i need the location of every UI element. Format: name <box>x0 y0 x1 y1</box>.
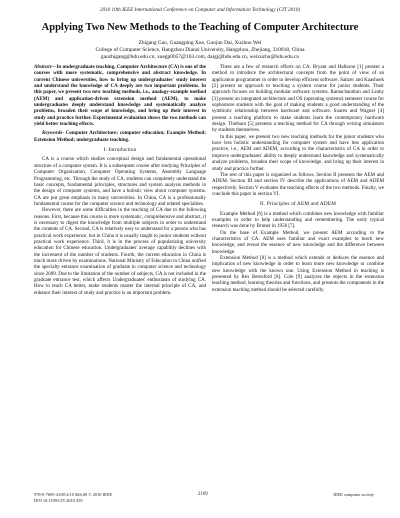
abstract-label: Abstract <box>34 64 52 70</box>
ieee-logo-text: IEEE computer society <box>333 492 374 497</box>
paper-title: Applying Two New Methods to the Teaching of Computer Architecture <box>41 22 359 33</box>
author-names: Zhigang Gao, Guangping Xue, Guojun Dai, Xuzhou Wei <box>138 40 262 46</box>
abstract-text: —In undergraduate teaching, Computer Architecture (CA) is one of the courses with more systematic, comprehensive and abstract knowledge. In current Chinese universities, how to bring up undergraduates' study interest and understand the knowledge of CA deeply are two important problems. In this paper, we present two new teaching methods, i.e., analogy-example method (AEM) and application-driven extension method (AEM), to make undergraduates deeply understand knowledge and systematically analyze problems, broaden their scope of knowledge, and bring up their interest in study and practice further. Experimental evaluation shows the two methods can yield better teaching effects. <box>34 64 206 128</box>
author-emails: gaozhigang@hdu.edu.cn, xuegp0057@163.com, daigj@hdu.edu.cn, weixuzhu@hdu.edu.cn <box>100 54 300 60</box>
intro-paragraph-3: There are a few of research efforts on CA. Bryant and Hallaron [1] present a method to introduce the architectural concepts from the point of view of an application programmer in order to develop efficient software. Saltzer and Kaashoek [2] present an approach to teaching a system course for junior students. Their approach focuses on building modular software systems. Ramachandran and Leahy [3] present an integrated architecture and OS (operating systems) semester course for sophomore students with the goal of making students a good understanding of the symbiotic relationship between hardware and software. Soares and Wagner [4] present a teaching platform to make students learn the contemporary hardware design. Thiebaut [5] presents a teaching method for CA through writing simulators by students themselves. <box>212 64 384 134</box>
keywords-label: Keywords- <box>42 130 64 137</box>
intro-paragraph-1: CA is a course which studies conceptual design and fundamental operational structure of a computer system. It is a subsequent course after studying Principles of Computer Organization, Computer Operating Systems, Assembly Language Programming, etc. Through the study of CA, students can completely understand the basic concepts, fundamental principles, structures and system analysis methods in the design of computer systems, and have a holistic view about computer systems. CA are put great emphasis in many universities. In China, CA is a professionally fundamental course for the computer science and technology and related specialties. <box>34 156 206 207</box>
keywords-text: Computer Architecture; computer education; Example Method; Extension Method; undergraduate teaching. <box>34 130 206 143</box>
conference-header: 2010 10th IEEE International Conference on Computer and Information Technology (CIT 2010) <box>99 7 301 13</box>
intro-paragraph-4: In this paper, we present two new teaching methods for the junior students who have less holistic understanding for computer system and have less application practice, i.e., AEM and ADEM, according to the characteristics of CA in order to improve undergraduates' ability to deeply understand knowledge and systematically analyze problems, broaden their scope of knowledge, and bring up their interest in study and practice further. <box>212 133 384 172</box>
left-column <box>34 64 206 296</box>
intro-paragraph-5: The rest of this paper is organized as follows. Section II presents the AEM and ADEM. Section III and section IV describe the applications of AEM and ADEM respectively. Section V evaluates the teaching effects of the two methods. Finally, we conclude this paper in section VI. <box>212 171 384 197</box>
footer-isbn: 978-0-7695-4108-2/10 $26.00 © 2010 IEEE <box>34 492 113 497</box>
author-affiliation: College of Computer Science, Hangzhou Dianzi University, Hangzhou, Zhejiang, 310018, China <box>95 47 305 53</box>
page-number: 2169 <box>198 492 208 497</box>
footer-doi: DOI 10.1109/CIT.2010.359 <box>34 497 83 503</box>
principles-paragraph-3: Extension Method [8] is a method which extends or deduces the essence and implication of new knowledge in order to learn more new knowledge or combine new knowledge with the known one. Using Extension Method in teaching is presented by Rex Beresford [8]. Cole [9] analyzes the objects in the extension teaching method, learning theories and functions, and presents the components in the extension teaching method should be selected carefully. <box>212 254 384 293</box>
section-heading-introduction: I. Introduction <box>103 147 137 154</box>
section-heading-principles: II. Principles of AEM and ADEM <box>259 201 337 208</box>
right-column <box>212 64 384 293</box>
page-footer <box>34 492 374 503</box>
abstract <box>34 64 206 127</box>
keywords <box>34 130 206 143</box>
principles-paragraph-2: On the base of Example Method, we present AEM according to the characteristics of CA. AEM uses familiar and exact examples to teach new knowledge, and reveal the essence of new knowledge and the difference between knowledge. <box>212 229 384 255</box>
author-block <box>0 40 400 61</box>
principles-paragraph-1: Example Method [6] is a method which combines new knowledge with familiar examples in order to help understanding and remembering. The early typical research was done by Bruner in 1956 [7]. <box>212 210 384 230</box>
intro-paragraph-2: However, there are some difficulties in the teaching of CA due to the following reasons. First, because this course is more systematic, comprehensive and abstract, it is necessary to digest the knowledge from multiple subjects in order to understand the contents of CA. Second, CA is relatively easy to understand for a person who has practical work experience, but in China it is usually taught to junior students without practical work experience. Third, it is in the process of popularizing university education for Chinese education. Undergraduates' average capability declines with the increment of the number of students. Fourth, the current education in China is much more driven by examinations. National Ministry of Education in China unified the specialty entrance examination of graduate in computer science and technology since 2009. Due to the limitation of the number of subjects, CA is not included in the graduate entrance test, which affects Undergraduates' enthusiasm of studying CA. How to teach CA better, make students master the internal principle of CA, and enhance their interest of study and practice is an important problem. <box>34 207 206 296</box>
